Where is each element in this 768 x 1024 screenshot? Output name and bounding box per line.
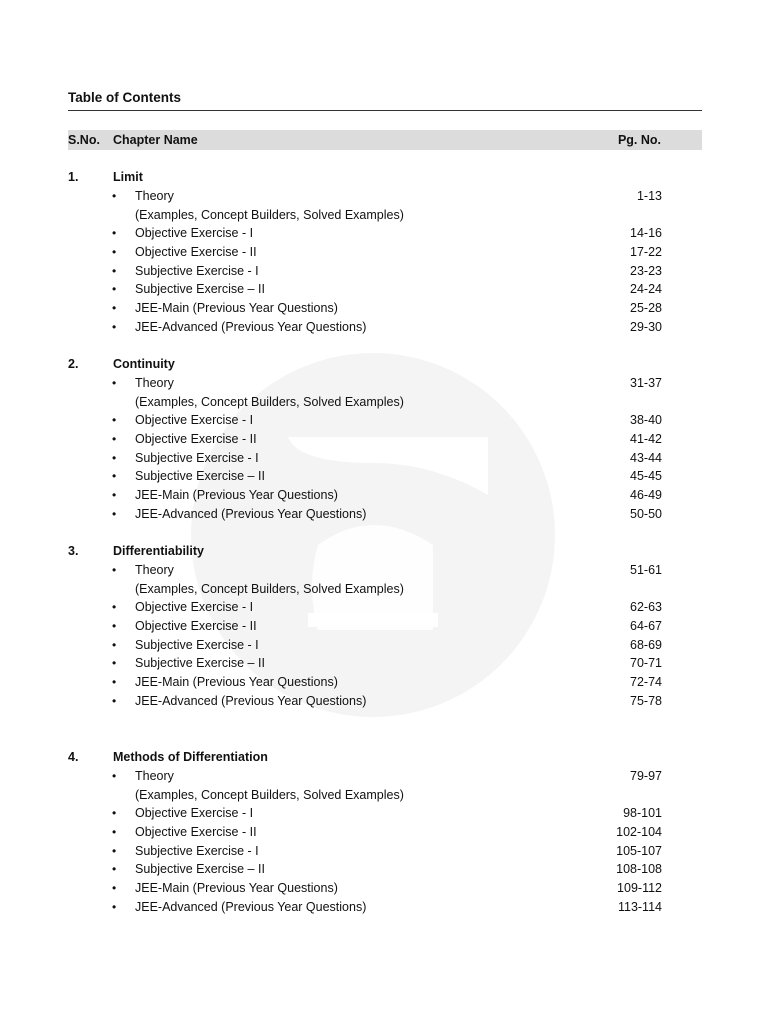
bullet-icon: • <box>112 881 117 896</box>
bullet-icon: • <box>112 376 117 390</box>
chapter-block <box>68 544 662 713</box>
section-label: Objective Exercise - I <box>135 600 254 615</box>
section-note: (Examples, Concept Builders, Solved Examples) <box>135 787 404 802</box>
section-label: Subjective Exercise – II <box>135 656 265 671</box>
section-label: Theory <box>135 563 174 577</box>
page-range: 75-78 <box>630 693 662 708</box>
bullet-icon: • <box>112 450 117 465</box>
section-label: Subjective Exercise - I <box>135 637 259 652</box>
section-label: Objective Exercise - I <box>135 806 254 821</box>
list-item[interactable] <box>68 376 662 413</box>
bullet-icon: • <box>112 619 117 634</box>
bullet-icon: • <box>112 693 117 708</box>
section-label: JEE-Advanced (Previous Year Questions) <box>135 693 367 708</box>
page-range: 51-61 <box>630 563 662 577</box>
header-page-number: Pg. No. <box>617 133 661 147</box>
list-item[interactable] <box>68 638 662 657</box>
list-item[interactable] <box>68 806 662 825</box>
page-range: 31-37 <box>630 376 662 390</box>
section-label: Subjective Exercise - I <box>135 263 259 278</box>
section-label: Objective Exercise - II <box>135 245 257 260</box>
list-item[interactable] <box>68 320 662 339</box>
chapter-number: 1. <box>68 170 79 184</box>
bullet-icon: • <box>112 563 117 577</box>
bullet-icon: • <box>112 769 117 783</box>
list-item[interactable] <box>68 862 662 881</box>
list-item[interactable] <box>68 844 662 863</box>
header-chapter-name: Chapter Name <box>113 133 198 147</box>
page-range: 70-71 <box>630 656 662 671</box>
page-range: 72-74 <box>630 675 662 690</box>
page-range: 43-44 <box>630 450 662 465</box>
chapter-heading[interactable] <box>68 750 662 769</box>
bullet-icon: • <box>112 843 117 858</box>
bullet-icon: • <box>112 600 117 615</box>
section-label: Objective Exercise - II <box>135 432 257 447</box>
bullet-icon: • <box>112 189 117 203</box>
section-label: JEE-Advanced (Previous Year Questions) <box>135 319 367 334</box>
bullet-icon: • <box>112 226 117 241</box>
bullet-icon: • <box>112 506 117 521</box>
section-label: JEE-Main (Previous Year Questions) <box>135 488 338 503</box>
page-title: Table of Contents <box>68 90 181 105</box>
section-label: Objective Exercise - I <box>135 413 254 428</box>
page-range: 14-16 <box>630 226 662 241</box>
section-note: (Examples, Concept Builders, Solved Examples) <box>135 394 404 409</box>
list-item[interactable] <box>68 507 662 526</box>
bullet-icon: • <box>112 899 117 914</box>
list-item[interactable] <box>68 675 662 694</box>
chapter-block <box>68 170 662 339</box>
section-label: JEE-Main (Previous Year Questions) <box>135 675 338 690</box>
chapter-number: 2. <box>68 357 79 371</box>
list-item[interactable] <box>68 451 662 470</box>
page-range: 24-24 <box>630 282 662 297</box>
chapter-title: Methods of Differentiation <box>113 750 268 764</box>
page-range: 64-67 <box>630 619 662 634</box>
chapter-sections <box>68 189 662 339</box>
section-label: Subjective Exercise – II <box>135 282 265 297</box>
section-label: JEE-Main (Previous Year Questions) <box>135 301 338 316</box>
bullet-icon: • <box>112 825 117 840</box>
page-range: 98-101 <box>623 806 662 821</box>
section-label: Objective Exercise - I <box>135 226 254 241</box>
chapter-number: 3. <box>68 544 79 558</box>
page-range: 17-22 <box>630 245 662 260</box>
bullet-icon: • <box>112 263 117 278</box>
chapter-heading[interactable] <box>68 170 662 189</box>
list-item[interactable] <box>68 656 662 675</box>
list-item[interactable] <box>68 563 662 600</box>
list-item[interactable] <box>68 245 662 264</box>
list-item[interactable] <box>68 301 662 320</box>
list-item[interactable] <box>68 825 662 844</box>
bullet-icon: • <box>112 245 117 260</box>
page-range: 50-50 <box>630 506 662 521</box>
list-item[interactable] <box>68 488 662 507</box>
list-item[interactable] <box>68 619 662 638</box>
page-range: 46-49 <box>630 488 662 503</box>
section-label: Objective Exercise - II <box>135 619 257 634</box>
list-item[interactable] <box>68 189 662 226</box>
bullet-icon: • <box>112 432 117 447</box>
list-item[interactable] <box>68 264 662 283</box>
page-range: 113-114 <box>617 899 662 914</box>
section-label: JEE-Main (Previous Year Questions) <box>135 881 338 896</box>
chapter-block <box>68 750 662 919</box>
bullet-icon: • <box>112 637 117 652</box>
chapter-title: Differentiability <box>113 544 204 558</box>
list-item[interactable] <box>68 432 662 451</box>
chapter-heading[interactable] <box>68 357 662 376</box>
chapter-sections <box>68 769 662 919</box>
title-divider <box>68 110 702 111</box>
chapter-number: 4. <box>68 750 79 764</box>
section-label: Theory <box>135 189 174 203</box>
list-item[interactable] <box>68 881 662 900</box>
section-note: (Examples, Concept Builders, Solved Examples) <box>135 207 404 222</box>
section-label: Objective Exercise - II <box>135 825 257 840</box>
table-header <box>68 130 702 150</box>
page-range: 25-28 <box>630 301 662 316</box>
bullet-icon: • <box>112 319 117 334</box>
chapter-title: Limit <box>113 170 143 184</box>
section-label: Subjective Exercise – II <box>135 469 265 484</box>
list-item[interactable] <box>68 282 662 301</box>
bullet-icon: • <box>112 656 117 671</box>
page-range: 62-63 <box>630 600 662 615</box>
list-item[interactable] <box>68 600 662 619</box>
section-label: Theory <box>135 769 174 783</box>
section-label: JEE-Advanced (Previous Year Questions) <box>135 899 367 914</box>
list-item[interactable] <box>68 900 662 919</box>
list-item[interactable] <box>68 469 662 488</box>
page-range: 79-97 <box>630 769 662 783</box>
page-range: 38-40 <box>630 413 662 428</box>
bullet-icon: • <box>112 282 117 297</box>
chapter-sections <box>68 563 662 713</box>
section-label: Subjective Exercise - I <box>135 450 259 465</box>
section-label: Theory <box>135 376 174 390</box>
section-label: Subjective Exercise – II <box>135 862 265 877</box>
bullet-icon: • <box>112 469 117 484</box>
page-range: 102-104 <box>616 825 662 840</box>
bullet-icon: • <box>112 488 117 503</box>
chapter-title: Continuity <box>113 357 175 371</box>
page-range: 1-13 <box>636 189 662 203</box>
list-item[interactable] <box>68 694 662 713</box>
list-item[interactable] <box>68 226 662 245</box>
list-item[interactable] <box>68 769 662 806</box>
page-range: 109-112 <box>617 881 662 896</box>
page-range: 23-23 <box>630 263 662 278</box>
bullet-icon: • <box>112 413 117 428</box>
list-item[interactable] <box>68 413 662 432</box>
bullet-icon: • <box>112 301 117 316</box>
page-range: 41-42 <box>630 432 662 447</box>
chapter-heading[interactable] <box>68 544 662 563</box>
section-label: JEE-Advanced (Previous Year Questions) <box>135 506 367 521</box>
header-sno: S.No. <box>68 133 100 147</box>
section-note: (Examples, Concept Builders, Solved Examples) <box>135 581 404 596</box>
page-range: 108-108 <box>616 862 662 877</box>
chapter-block <box>68 357 662 526</box>
section-label: Subjective Exercise - I <box>135 843 259 858</box>
page-range: 105-107 <box>616 843 662 858</box>
page-range: 45-45 <box>630 469 662 484</box>
page-range: 68-69 <box>630 637 662 652</box>
bullet-icon: • <box>112 806 117 821</box>
bullet-icon: • <box>112 675 117 690</box>
page-range: 29-30 <box>630 319 662 334</box>
chapter-sections <box>68 376 662 526</box>
bullet-icon: • <box>112 862 117 877</box>
